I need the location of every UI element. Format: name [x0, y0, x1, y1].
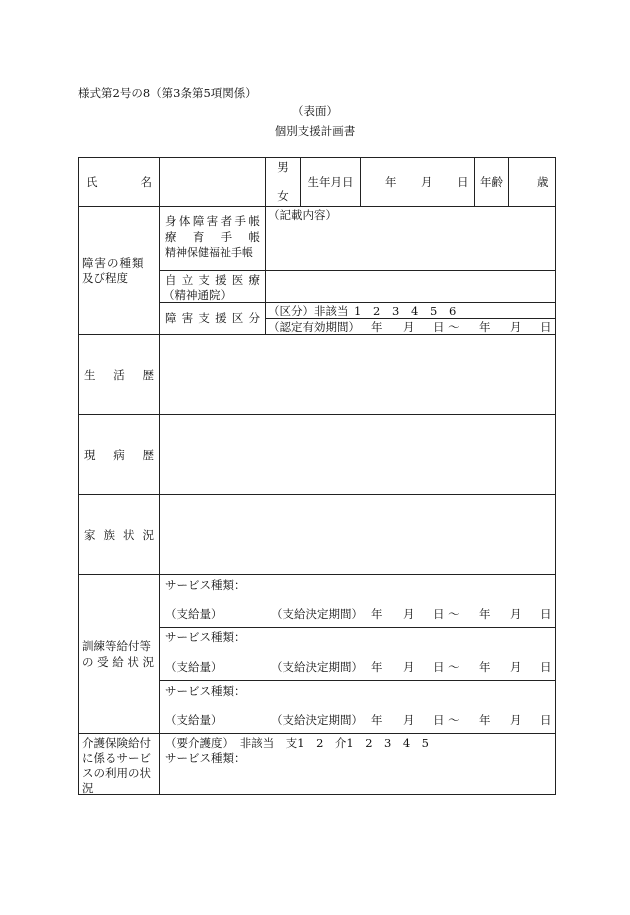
- class-option-6[interactable]: 6: [449, 304, 457, 318]
- period1-to-month: 月: [510, 607, 522, 621]
- period1-to-day: 日: [540, 607, 552, 621]
- form-number: 様式第2号の8（第3条第5項関係）: [78, 86, 257, 100]
- validity-to-month: 月: [510, 320, 522, 334]
- validity-period-label: （認定有効期間）: [268, 320, 360, 334]
- period3-from-month: 月: [403, 713, 415, 727]
- current-illness-label: 現 病 歴: [84, 448, 154, 462]
- decision-period-label-3: （支給決定期間）: [271, 713, 363, 727]
- mental-handbook-label: 精神保健福祉手帳: [165, 246, 253, 259]
- care-service-type-label: サービス種類：: [165, 751, 246, 765]
- training-benefit-label: 訓練等給付等: [82, 639, 151, 653]
- age-label: 年齢: [480, 175, 503, 189]
- validity-from-day: 日 〜: [433, 320, 460, 334]
- side-label: （表面）: [292, 104, 338, 118]
- period3-to-year: 年: [479, 713, 491, 727]
- supply-amount-label-3: （支給量）: [165, 713, 223, 727]
- class-option-5[interactable]: 5: [430, 304, 438, 318]
- validity-from-year: 年: [371, 320, 383, 334]
- validity-to-year: 年: [479, 320, 491, 334]
- period2-to-day: 日: [540, 660, 552, 674]
- birth-date-label: 生年月日: [307, 175, 354, 189]
- family-status-label: 家 族 状 況: [84, 528, 154, 542]
- care-label-line-1: 介護保険給付: [82, 736, 151, 750]
- supply-amount-label-1: （支給量）: [165, 607, 223, 621]
- contents-label: （記載内容）: [268, 208, 337, 222]
- age-unit: 歳: [537, 175, 549, 189]
- psychiatric-outpatient-label: （精神通院）: [163, 288, 232, 302]
- class-option-2[interactable]: 2: [373, 304, 381, 318]
- sex-female-option[interactable]: 女: [277, 189, 289, 203]
- period2-from-day: 日 〜: [433, 660, 460, 674]
- page-title: 個別支援計画書: [274, 124, 356, 138]
- life-history-label: 生 活 歴: [84, 368, 154, 382]
- care-label-line-2: に係るサービ: [82, 751, 151, 765]
- class-option-1[interactable]: 1: [354, 304, 362, 318]
- service-type-label-1: サービス種類：: [165, 578, 246, 592]
- class-option-4[interactable]: 4: [411, 304, 419, 318]
- class-option-3[interactable]: 3: [392, 304, 400, 318]
- decision-period-label-1: （支給決定期間）: [271, 607, 363, 621]
- service-type-label-2: サービス種類：: [165, 630, 246, 644]
- period1-from-month: 月: [403, 607, 415, 621]
- disability-degree-label: 及び程度: [82, 271, 128, 285]
- care-label-line-3: スの利用の状: [82, 766, 151, 780]
- support-class-label: 障 害 支 援 区 分: [165, 311, 260, 325]
- supply-amount-label-2: （支給量）: [165, 660, 223, 674]
- rehab-handbook-label: 療 育 手 帳: [165, 230, 260, 244]
- period3-to-day: 日: [540, 713, 552, 727]
- period1-to-year: 年: [479, 607, 491, 621]
- period2-to-year: 年: [479, 660, 491, 674]
- period2-to-month: 月: [510, 660, 522, 674]
- sex-male-option[interactable]: 男: [277, 160, 289, 174]
- period3-from-day: 日 〜: [433, 713, 460, 727]
- care-level-line: （要介護度） 非該当 支1 2 介1 2 3 4 5: [165, 736, 429, 750]
- period2-from-month: 月: [403, 660, 415, 674]
- period3-to-month: 月: [510, 713, 522, 727]
- decision-period-label-2: （支給決定期間）: [271, 660, 363, 674]
- self-support-medical-label: 自 立 支 援 医 療: [165, 273, 260, 287]
- birth-day-unit: 日: [457, 175, 469, 189]
- disability-type-label: 障害の種類: [82, 256, 145, 270]
- training-receipt-label: の 受 給 状 況: [82, 655, 154, 669]
- birth-year-unit: 年: [385, 175, 397, 189]
- period1-from-day: 日 〜: [433, 607, 460, 621]
- validity-from-month: 月: [403, 320, 415, 334]
- validity-to-day: 日: [540, 320, 552, 334]
- care-label-line-4: 況: [82, 781, 94, 795]
- period1-from-year: 年: [371, 607, 383, 621]
- birth-month-unit: 月: [421, 175, 433, 189]
- period2-from-year: 年: [371, 660, 383, 674]
- period3-from-year: 年: [371, 713, 383, 727]
- name-label: 氏 名: [86, 175, 152, 189]
- service-type-label-3: サービス種類：: [165, 684, 246, 698]
- class-prefix: （区分）非該当: [268, 304, 349, 318]
- physical-handbook-label: 身 体 障 害 者 手 帳: [165, 214, 260, 228]
